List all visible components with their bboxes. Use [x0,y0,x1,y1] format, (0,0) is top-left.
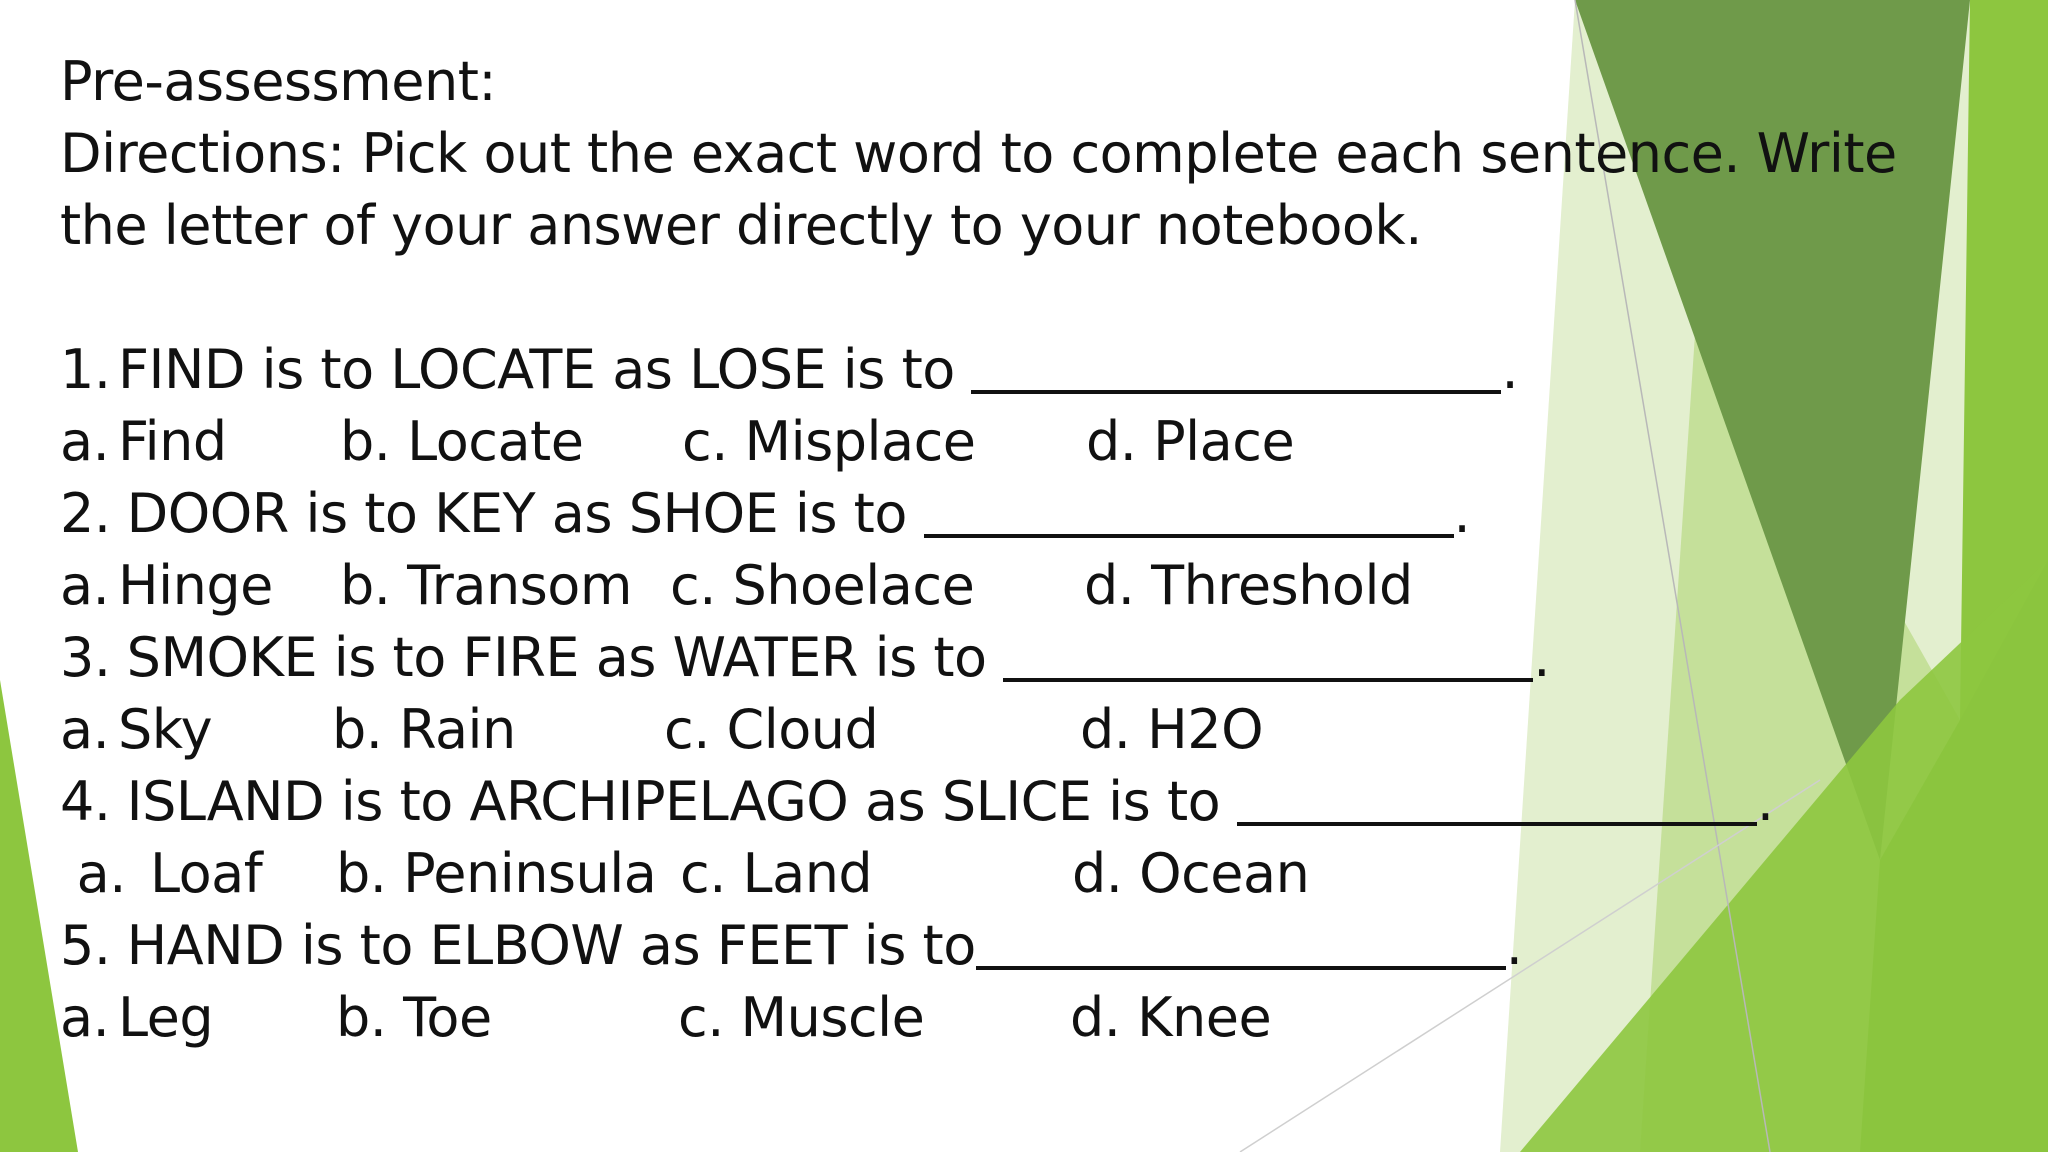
choice-b: b. Transom [340,554,632,617]
choice-c: c. Land [680,842,873,905]
choice-c: c. Misplace [682,410,976,473]
choice-a: Leg [118,986,214,1049]
answer-blank [924,478,1454,538]
page-title: Pre-assessment: [60,50,497,113]
choice-c: c. Shoelace [670,554,975,617]
choices-1 [60,406,2000,478]
choices-3 [60,694,2000,766]
choice-d: d. Knee [1070,986,1272,1049]
choice-d: d. Threshold [1084,554,1413,617]
directions-line-1: Directions: Pick out the exact word to complete each sentence. Write [60,122,1897,185]
choice-b: b. Locate [340,410,584,473]
question-text: FIND is to LOCATE as LOSE is to . [118,334,1518,406]
choices-2 [60,550,2000,622]
question-number: 2. [60,482,111,545]
question-number: 1. [60,338,111,401]
question-1 [60,334,2000,406]
question-text: SMOKE is to FIRE as WATER is to . [110,622,1550,694]
choices-5 [60,982,2000,1054]
choice-b: b. Toe [336,986,492,1049]
spacer [60,262,2000,334]
choice-b: b. Peninsula [336,842,657,905]
choice-b: b. Rain [332,698,516,761]
answer-blank [971,334,1501,394]
question-5 [60,910,2000,982]
choice-letter: a. [60,410,110,473]
answer-blank [1237,766,1757,826]
answer-blank [1003,622,1533,682]
choice-a: Loaf [150,842,263,905]
choice-letter: a. [60,554,110,617]
question-3 [60,622,2000,694]
choice-c: c. Muscle [678,986,925,1049]
question-text: ISLAND is to ARCHIPELAGO as SLICE is to . [110,766,1774,838]
choice-a: Find [118,410,227,473]
question-4 [60,766,2000,838]
question-text: DOOR is to KEY as SHOE is to . [110,478,1470,550]
directions-line-2: the letter of your answer directly to your notebook. [60,194,1422,257]
choice-letter: a. [60,842,126,905]
question-text: HAND is to ELBOW as FEET is to . [110,910,1522,982]
choice-d: d. Ocean [1072,842,1310,905]
choice-d: d. H2O [1080,698,1264,761]
choice-c: c. Cloud [664,698,879,761]
question-number: 3. [60,626,111,689]
slide-content [60,46,2000,1054]
question-2 [60,478,2000,550]
question-number: 5. [60,914,111,977]
choice-a: Sky [118,698,213,761]
choice-d: d. Place [1086,410,1295,473]
choice-letter: a. [60,986,110,1049]
choice-a: Hinge [118,554,273,617]
answer-blank [976,910,1506,970]
choices-4 [60,838,2000,910]
question-number: 4. [60,770,111,833]
choice-letter: a. [60,698,110,761]
